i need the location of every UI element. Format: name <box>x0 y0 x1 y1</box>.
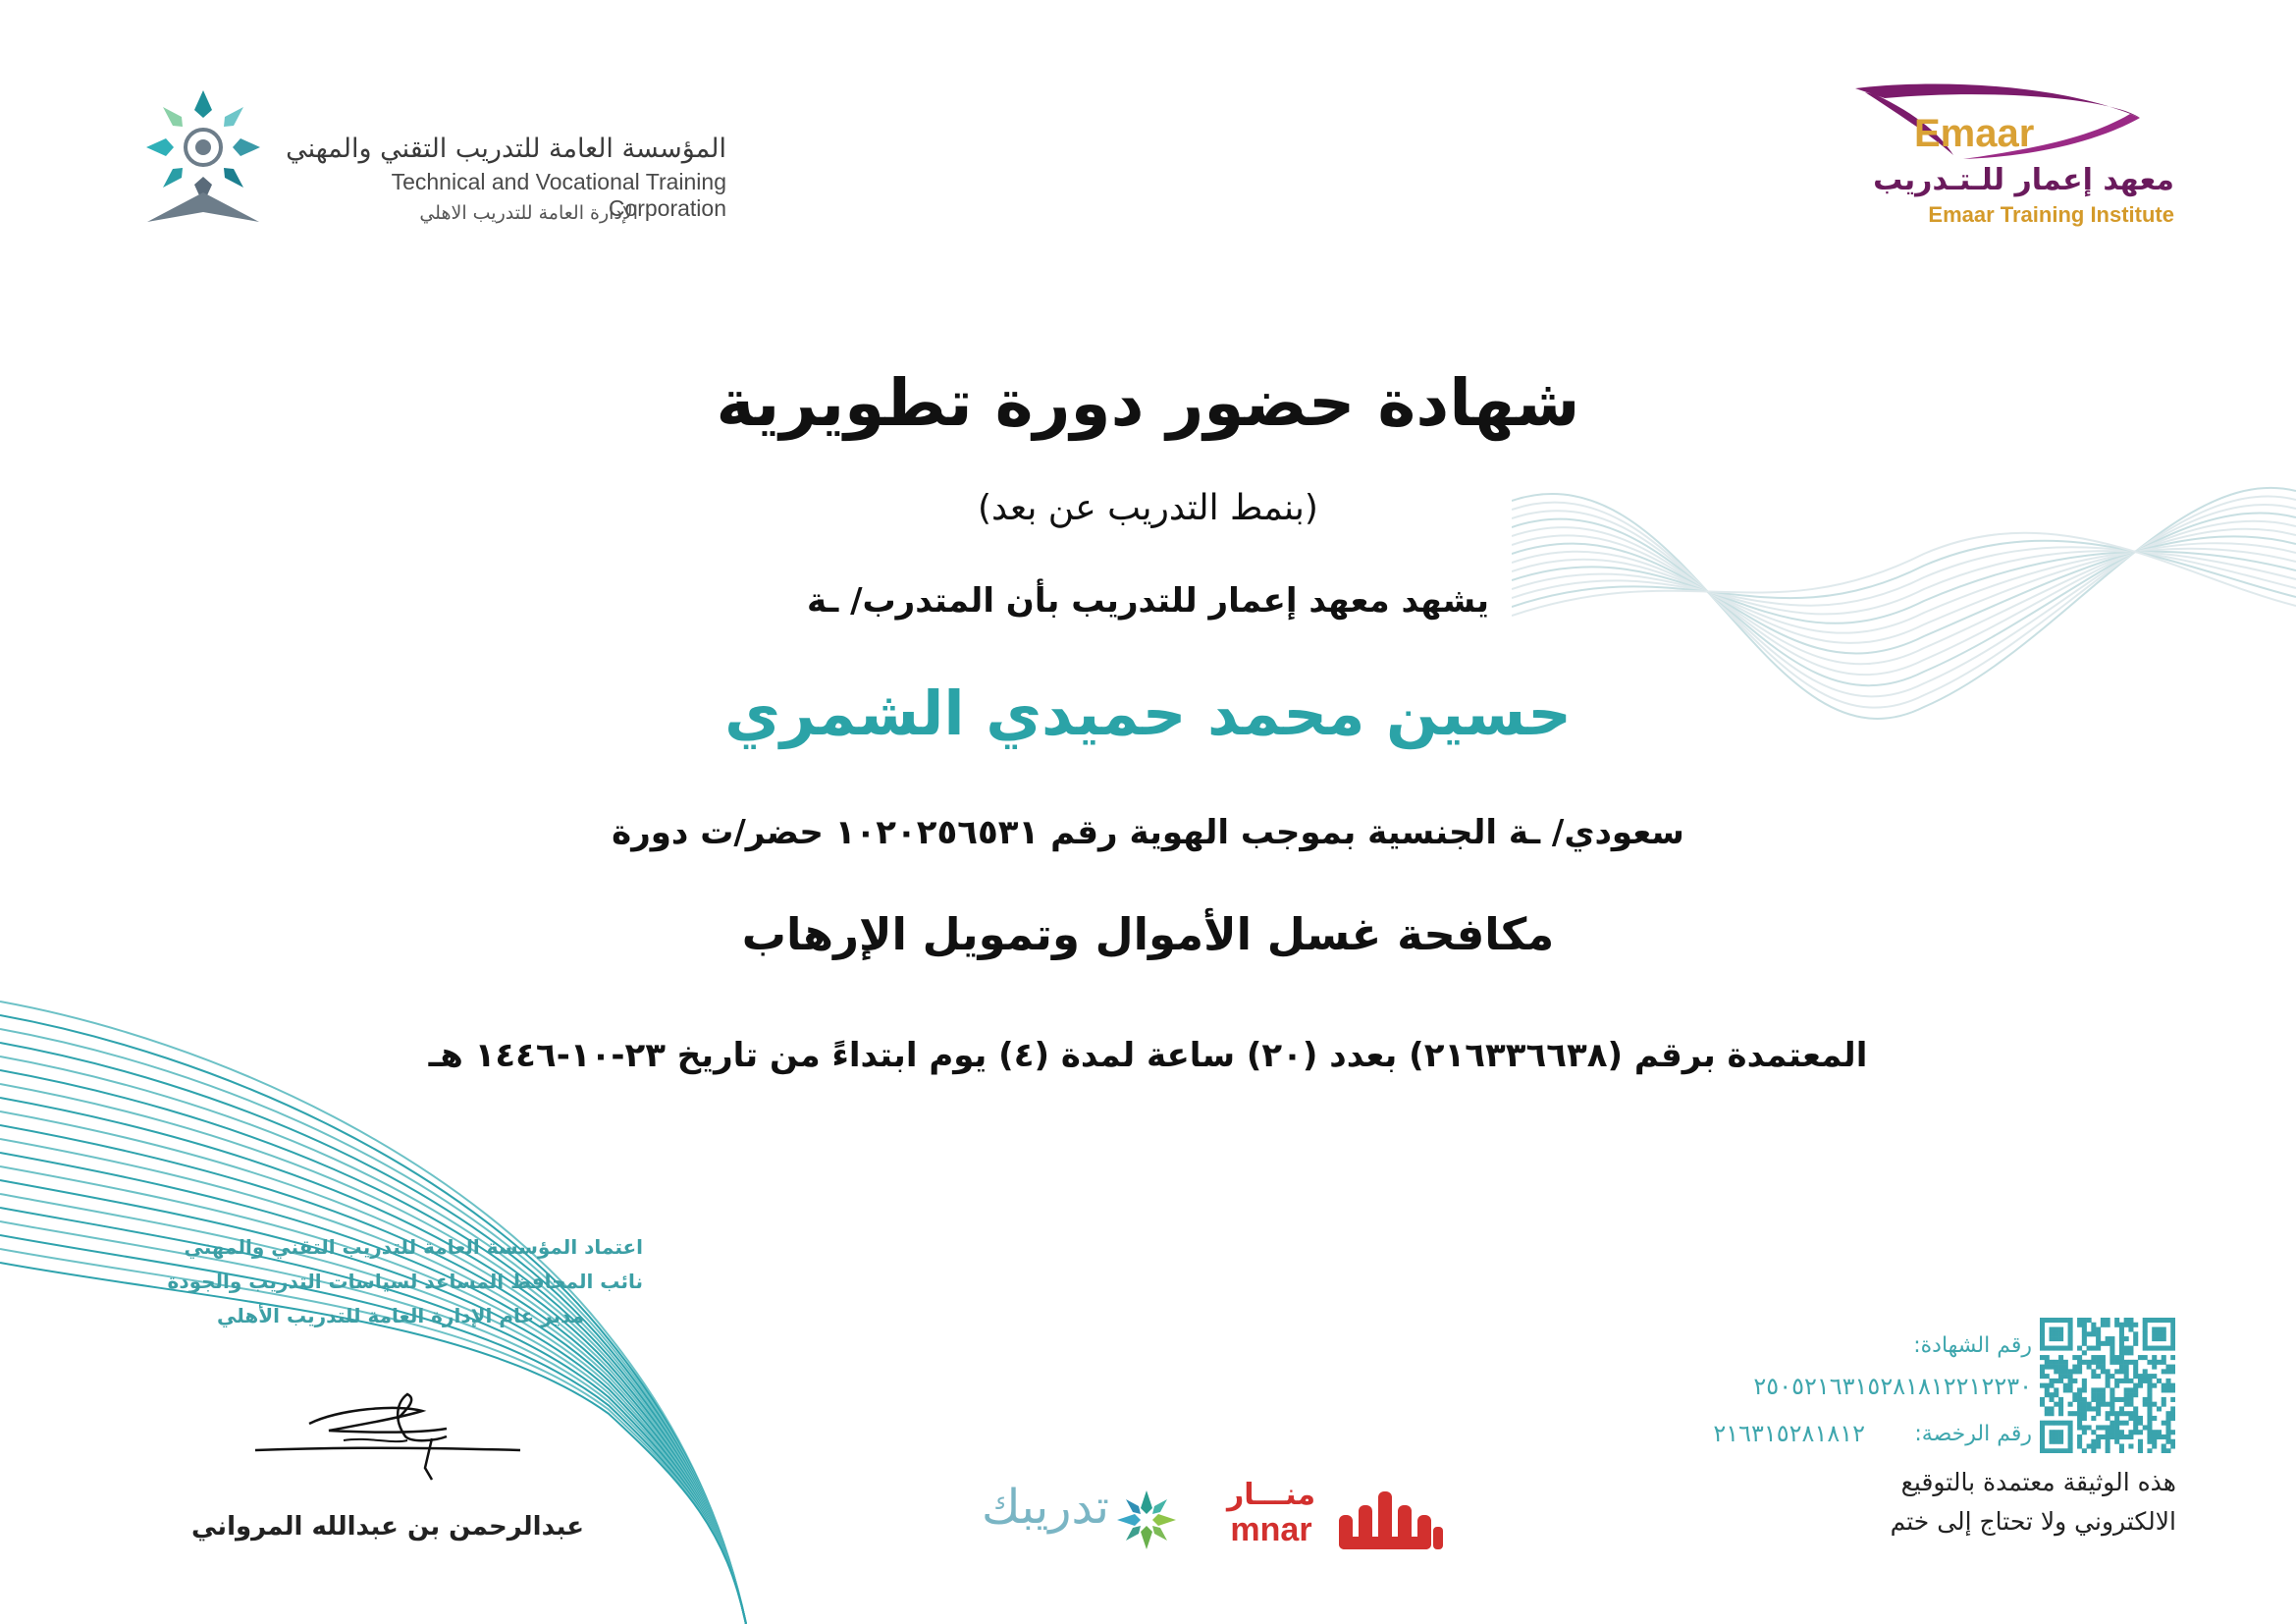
certificate-number: ٢٥٠٥٢١٦٣١٥٢٨١٨١٢٢١٢٢٣٠ <box>1753 1373 2032 1400</box>
tvtc-name-en: Technical and Vocational Training Corporation <box>391 169 726 221</box>
tadreebk-wordmark: تدريبك <box>981 1480 1109 1535</box>
course-name: مكافحة غسل الأموال وتمويل الإرهاب <box>741 908 1555 960</box>
certificate-number-label: رقم الشهادة: <box>1913 1333 2032 1358</box>
tvtc-name-ar: المؤسسة العامة للتدريب التقني والمهني <box>286 134 726 164</box>
approval-block <box>98 1230 643 1333</box>
approval-line: المعتمدة برقم (٢١٦٣٣٦٦٣٨) بعدد (٢٠) ساعة لمدة (٤) يوم ابتداءً من تاريخ ٢٣-١٠-١٤٤٦ هـ <box>428 1036 1868 1075</box>
approval-line-3: مدير عام الإدارة العامة للتدريب الأهلي <box>217 1304 584 1327</box>
tvtc-emblem-icon <box>137 86 270 234</box>
certify-line: يشهد معهد إعمار للتدريب بأن المتدرب/ ـة <box>807 581 1489 621</box>
signature-image <box>250 1389 530 1488</box>
e-signature-note <box>1747 1463 2176 1542</box>
nationality-line: سعودي/ ـة الجنسية بموجب الهوية رقم ١٠٢٠٢٥٦٥٣١ حضر/ت دورة <box>612 813 1684 852</box>
license-number-label: رقم الرخصة: <box>1914 1422 2032 1446</box>
emaar-name-ar: معهد إعمار للـتـدريب <box>1873 163 2174 197</box>
mnar-wordmark-ar: منـــار <box>1226 1478 1316 1512</box>
emaar-name-en: Emaar Training Institute <box>1928 202 2174 227</box>
emaar-logo-word: Emaar <box>1914 112 2035 155</box>
approval-line-1: اعتماد المؤسسة العامة للتدريب التقني والمهني <box>184 1235 643 1259</box>
approval-line-2: نائب المحافظ المساعد لسياسات التدريب والجودة <box>167 1270 643 1293</box>
e-signature-line-1: هذه الوثيقة معتمدة بالتوقيع <box>1900 1468 2176 1496</box>
tadreebk-star-icon <box>1114 1488 1179 1552</box>
qr-code[interactable] <box>2040 1318 2175 1453</box>
emaar-logo <box>1845 79 2199 236</box>
mnar-emblem-icon <box>1337 1488 1445 1551</box>
e-signature-line-2: الالكتروني ولا تحتاج إلى ختم <box>1890 1507 2176 1536</box>
trainee-name: حسين محمد حميدي الشمري <box>724 677 1572 749</box>
mnar-logo <box>1217 1478 1453 1556</box>
certificate-title: شهادة حضور دورة تطويرية <box>716 365 1580 441</box>
signer-name: عبدالرحمن بن عبدالله المرواني <box>191 1512 584 1542</box>
tvtc-logo <box>137 86 270 234</box>
training-mode: (بنمط التدريب عن بعد) <box>978 488 1318 528</box>
tvtc-department-ar: الإدارة العامة للتدريب الاهلي <box>419 202 638 224</box>
license-number: ٢١٦٣١٥٢٨١٨١٢ <box>1713 1420 1865 1447</box>
mnar-wordmark-en: mnar <box>1230 1511 1312 1548</box>
tadreebk-logo <box>928 1478 1183 1556</box>
